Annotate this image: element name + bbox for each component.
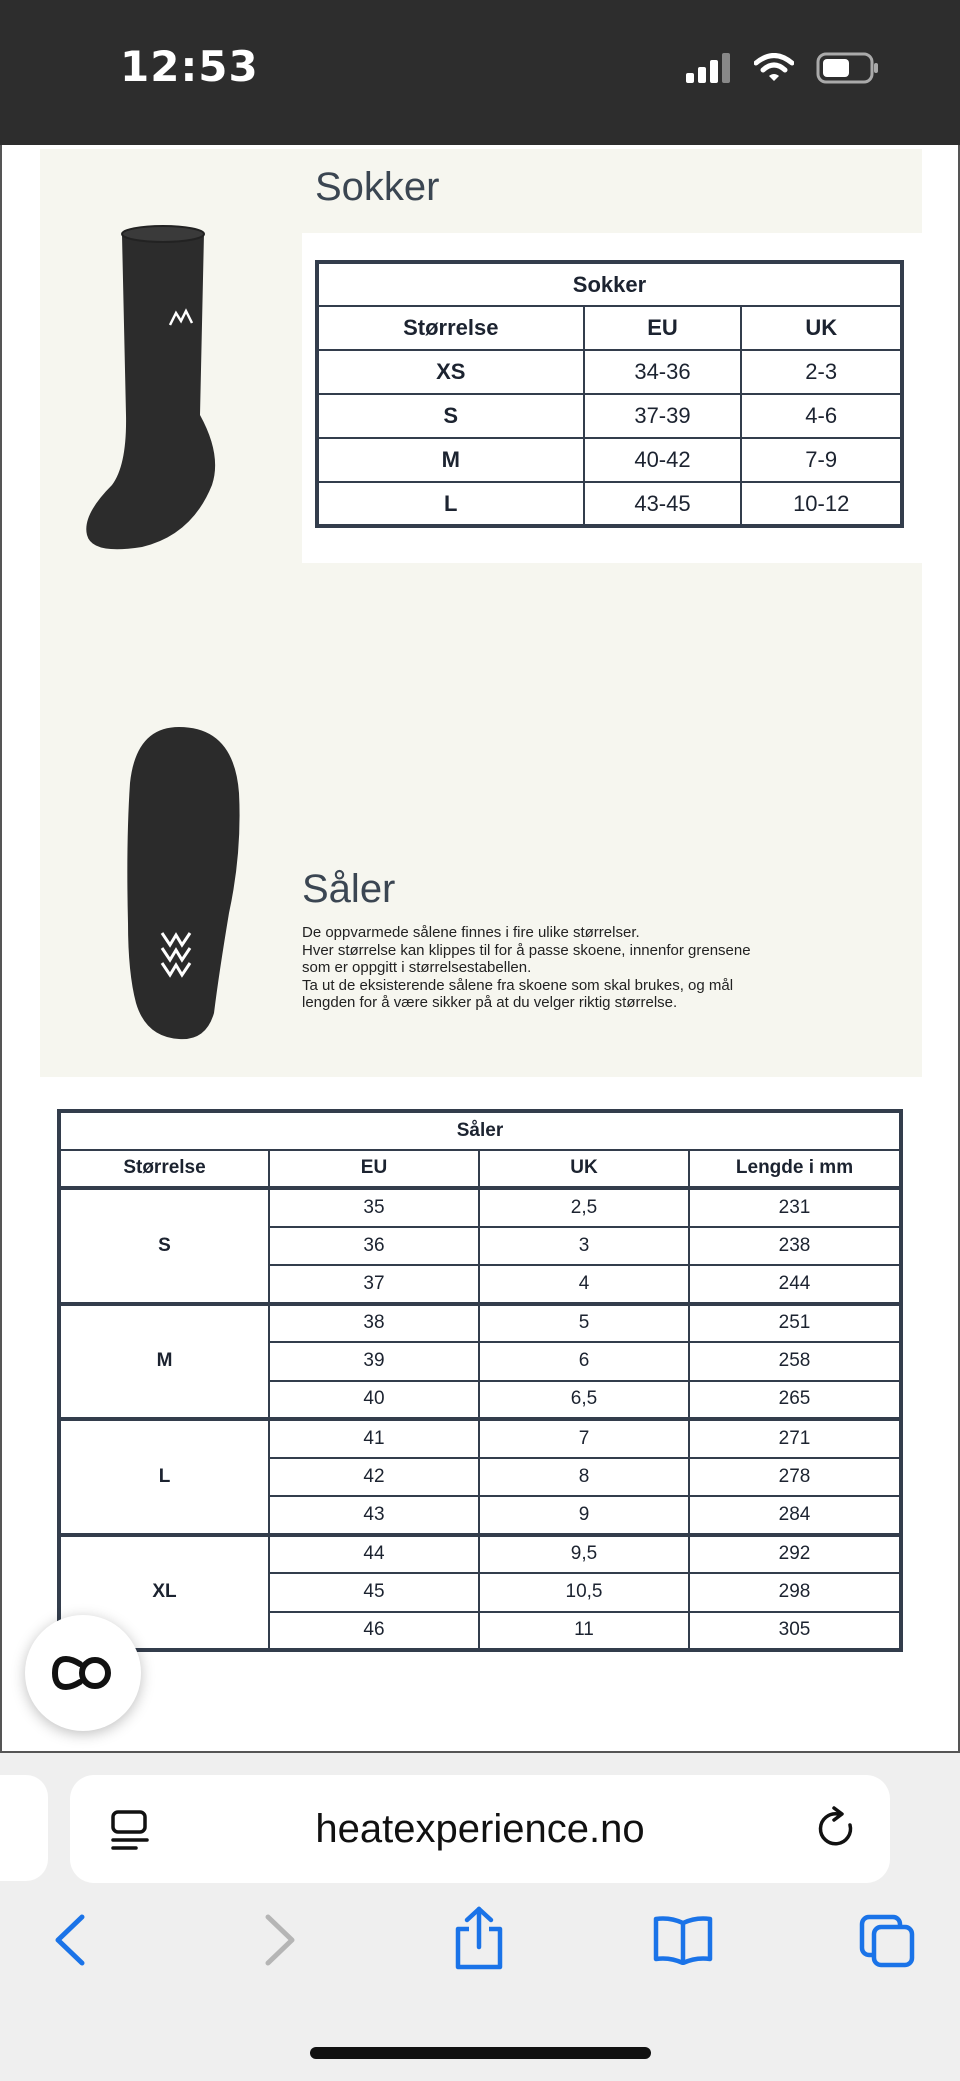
insoles-header-length: Lengde i mm: [689, 1150, 901, 1189]
table-row: [59, 1188, 901, 1227]
length-cell: 238: [689, 1227, 901, 1266]
uk-cell: 7-9: [741, 438, 902, 482]
uk-cell: 8: [479, 1458, 689, 1497]
sock-image: [82, 215, 232, 555]
previous-tab-peek[interactable]: [0, 1775, 48, 1881]
forward-icon[interactable]: [260, 1913, 300, 1967]
uk-cell: 2-3: [741, 350, 902, 394]
uk-cell: 11: [479, 1612, 689, 1651]
length-cell: 258: [689, 1342, 901, 1381]
table-row: [59, 1535, 901, 1574]
eu-cell: 40: [269, 1381, 479, 1420]
socks-title: Sokker: [315, 165, 440, 209]
reload-icon[interactable]: [816, 1805, 860, 1853]
uk-cell: 4-6: [741, 394, 902, 438]
uk-cell: 9: [479, 1496, 689, 1535]
eu-cell: 39: [269, 1342, 479, 1381]
length-cell: 231: [689, 1188, 901, 1227]
description-line: som er oppgitt i størrelsestabellen.: [302, 959, 532, 976]
battery-icon: [816, 52, 880, 84]
length-cell: 284: [689, 1496, 901, 1535]
insoles-description: [302, 924, 862, 1012]
status-bar: [0, 0, 960, 145]
insoles-header-uk: UK: [479, 1150, 689, 1189]
eu-cell: 36: [269, 1227, 479, 1266]
url-text[interactable]: heatexperience.no: [315, 1807, 645, 1851]
size-cell: S: [59, 1188, 269, 1304]
eu-cell: 40-42: [584, 438, 742, 482]
description-line: Hver størrelse kan klippes til for å passe skoene, innenfor grensene: [302, 941, 751, 959]
length-cell: 298: [689, 1573, 901, 1612]
insole-image: [124, 723, 244, 1043]
uk-cell: 10-12: [741, 482, 902, 526]
tabs-icon[interactable]: [858, 1913, 916, 1969]
eu-cell: 43: [269, 1496, 479, 1535]
insoles-header-size: Størrelse: [59, 1150, 269, 1189]
description-line: lengden for å være sikker på at du velger riktig størrelse.: [302, 994, 678, 1011]
chat-widget-icon: [52, 1656, 114, 1690]
size-cell: M: [59, 1304, 269, 1420]
uk-cell: 3: [479, 1227, 689, 1266]
length-cell: 292: [689, 1535, 901, 1574]
length-cell: 305: [689, 1612, 901, 1651]
eu-cell: 44: [269, 1535, 479, 1574]
wifi-icon: [754, 53, 794, 83]
socks-header-uk: UK: [741, 306, 902, 350]
browser-toolbar: [0, 1753, 960, 2081]
insoles-size-table: [57, 1109, 903, 1652]
uk-cell: 10,5: [479, 1573, 689, 1612]
length-cell: 278: [689, 1458, 901, 1497]
socks-size-table: [315, 260, 904, 528]
description-line: De oppvarmede sålene finnes i fire ulike størrelser.: [302, 924, 640, 941]
uk-cell: 5: [479, 1304, 689, 1343]
home-indicator: [310, 2047, 651, 2059]
table-row: [317, 438, 902, 482]
uk-cell: 6,5: [479, 1381, 689, 1420]
size-cell: M: [317, 438, 584, 482]
length-cell: 271: [689, 1419, 901, 1458]
socks-header-size: Størrelse: [317, 306, 584, 350]
uk-cell: 2,5: [479, 1188, 689, 1227]
uk-cell: 6: [479, 1342, 689, 1381]
length-cell: 251: [689, 1304, 901, 1343]
signal-icon: [686, 53, 732, 83]
insoles-header-eu: EU: [269, 1150, 479, 1189]
length-cell: 244: [689, 1265, 901, 1304]
bookmarks-icon[interactable]: [652, 1915, 714, 1965]
table-row: [317, 350, 902, 394]
eu-cell: 43-45: [584, 482, 742, 526]
status-time: 12:53: [120, 42, 259, 91]
insoles-title: Såler: [302, 867, 396, 911]
eu-cell: 45: [269, 1573, 479, 1612]
eu-cell: 37: [269, 1265, 479, 1304]
table-row: [317, 482, 902, 526]
size-cell: XS: [317, 350, 584, 394]
eu-cell: 41: [269, 1419, 479, 1458]
length-cell: 265: [689, 1381, 901, 1420]
eu-cell: 42: [269, 1458, 479, 1497]
table-row: [59, 1419, 901, 1458]
size-cell: L: [317, 482, 584, 526]
eu-cell: 35: [269, 1188, 479, 1227]
uk-cell: 7: [479, 1419, 689, 1458]
status-icons: [686, 52, 880, 84]
description-line: Ta ut de eksisterende sålene fra skoene som skal brukes, og mål: [302, 976, 734, 994]
address-bar[interactable]: [70, 1775, 890, 1883]
uk-cell: 4: [479, 1265, 689, 1304]
web-page: [0, 145, 960, 1753]
chat-widget-button[interactable]: [25, 1615, 141, 1731]
back-icon[interactable]: [50, 1913, 90, 1967]
table-row: [317, 394, 902, 438]
eu-cell: 37-39: [584, 394, 742, 438]
eu-cell: 38: [269, 1304, 479, 1343]
socks-header-eu: EU: [584, 306, 742, 350]
size-cell: L: [59, 1419, 269, 1535]
insoles-table-title: Såler: [59, 1111, 901, 1150]
share-icon[interactable]: [452, 1905, 506, 1971]
size-cell: S: [317, 394, 584, 438]
table-row: [59, 1304, 901, 1343]
eu-cell: 34-36: [584, 350, 742, 394]
uk-cell: 9,5: [479, 1535, 689, 1574]
size-cell: XL: [59, 1535, 269, 1651]
socks-table-title: Sokker: [317, 262, 902, 306]
eu-cell: 46: [269, 1612, 479, 1651]
